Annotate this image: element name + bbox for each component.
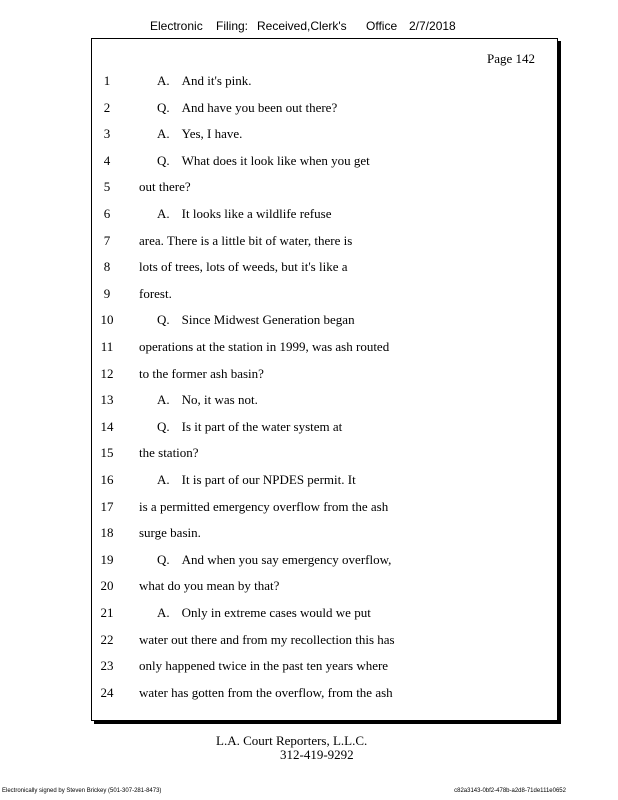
transcript-line bbox=[0, 312, 618, 332]
line-text bbox=[157, 206, 331, 222]
line-number: 11 bbox=[100, 339, 114, 354]
filing-header-received: Received,Clerk's bbox=[257, 19, 347, 33]
speaker-label: Q. bbox=[157, 312, 170, 328]
line-number: 4 bbox=[103, 152, 111, 168]
line-text: water has gotten from the overflow, from the ash bbox=[139, 684, 393, 700]
transcript-line bbox=[0, 658, 618, 678]
transcript-line bbox=[0, 605, 618, 625]
transcript-line bbox=[0, 685, 618, 705]
speaker-label: Q. bbox=[157, 99, 170, 115]
speaker-label: Q. bbox=[157, 152, 170, 168]
line-content: And have you been out there? bbox=[181, 99, 338, 115]
transcript-line bbox=[0, 286, 618, 306]
line-text: to the former ash basin? bbox=[139, 365, 264, 381]
line-content: What does it look like when you get bbox=[181, 152, 370, 168]
line-number: 8 bbox=[103, 259, 111, 275]
line-text: area. There is a little bit of water, there is bbox=[139, 232, 353, 248]
transcript-line bbox=[0, 392, 618, 412]
transcript-line bbox=[0, 472, 618, 492]
line-content: Yes, I have. bbox=[181, 126, 243, 142]
transcript-line bbox=[0, 419, 618, 439]
line-text: is a permitted emergency overflow from the ash bbox=[139, 498, 389, 514]
electronic-signature: Electronically signed by Steven Brickey (501-307-281-8473) bbox=[2, 788, 162, 794]
filing-header-office: Office bbox=[366, 19, 398, 33]
transcript-line bbox=[0, 100, 618, 120]
line-number: 14 bbox=[100, 418, 114, 434]
line-text bbox=[157, 126, 242, 142]
line-number: 7 bbox=[103, 232, 111, 248]
transcript-line bbox=[0, 233, 618, 253]
line-number: 12 bbox=[100, 365, 114, 381]
line-text bbox=[157, 100, 337, 116]
line-text: water out there and from my recollection this has bbox=[139, 631, 395, 647]
line-number: 1 bbox=[103, 73, 111, 88]
line-text bbox=[157, 605, 371, 621]
line-content: It looks like a wildlife refuse bbox=[181, 206, 332, 221]
transcript-line bbox=[0, 339, 618, 359]
line-text: surge basin. bbox=[139, 525, 201, 541]
filing-header-electronic: Electronic bbox=[150, 19, 203, 33]
line-text: what do you mean by that? bbox=[139, 578, 280, 594]
line-number: 23 bbox=[100, 658, 114, 674]
speaker-label: Q. bbox=[157, 551, 170, 567]
line-number: 24 bbox=[100, 684, 114, 700]
line-text bbox=[157, 392, 258, 408]
speaker-label: A. bbox=[157, 206, 170, 221]
line-number: 18 bbox=[100, 525, 114, 541]
line-number: 22 bbox=[100, 631, 114, 647]
line-content: No, it was not. bbox=[181, 392, 258, 408]
filing-header-date: 2/7/2018 bbox=[409, 19, 456, 33]
line-content: And when you say emergency overflow, bbox=[181, 551, 392, 567]
line-number: 3 bbox=[103, 126, 111, 142]
transcript-line bbox=[0, 366, 618, 386]
transcript-line bbox=[0, 525, 618, 545]
transcript-line bbox=[0, 126, 618, 146]
filing-header-filing: Filing: bbox=[216, 19, 249, 33]
line-content: Since Midwest Generation began bbox=[181, 312, 355, 328]
transcript-line bbox=[0, 445, 618, 465]
transcript-line bbox=[0, 552, 618, 572]
reporter-phone: 312-419-9292 bbox=[280, 747, 354, 762]
line-text bbox=[157, 419, 342, 435]
speaker-label: A. bbox=[157, 126, 170, 142]
line-content: And it's pink. bbox=[181, 73, 252, 88]
speaker-label: Q. bbox=[157, 418, 170, 434]
filing-header bbox=[0, 19, 618, 37]
line-number: 9 bbox=[103, 285, 111, 301]
line-text: forest. bbox=[139, 285, 172, 301]
speaker-label: A. bbox=[157, 472, 170, 487]
transcript-line bbox=[0, 153, 618, 173]
frame-shadow-bottom bbox=[94, 721, 561, 724]
line-number: 19 bbox=[100, 551, 114, 567]
line-number: 20 bbox=[100, 578, 114, 594]
line-number: 6 bbox=[103, 206, 111, 221]
line-content: Only in extreme cases would we put bbox=[181, 605, 371, 620]
line-text: only happened twice in the past ten years where bbox=[139, 658, 389, 674]
speaker-label: A. bbox=[157, 392, 170, 408]
line-number: 10 bbox=[100, 312, 114, 328]
speaker-label: A. bbox=[157, 73, 170, 88]
line-text: operations at the station in 1999, was ash routed bbox=[139, 339, 390, 354]
line-number: 16 bbox=[100, 472, 114, 487]
transcript-line bbox=[0, 206, 618, 226]
reporter-name: L.A. Court Reporters, L.L.C. bbox=[216, 733, 368, 748]
line-number: 17 bbox=[100, 498, 114, 514]
line-number: 15 bbox=[100, 445, 114, 461]
speaker-label: A. bbox=[157, 605, 170, 620]
transcript-line bbox=[0, 259, 618, 279]
line-text bbox=[157, 73, 252, 89]
line-content: Is it part of the water system at bbox=[181, 418, 343, 434]
line-text bbox=[157, 153, 370, 169]
line-text bbox=[157, 552, 391, 568]
line-number: 13 bbox=[100, 392, 114, 408]
line-number: 5 bbox=[103, 179, 111, 195]
transcript-line bbox=[0, 499, 618, 519]
line-text: lots of trees, lots of weeds, but it's like a bbox=[139, 259, 348, 275]
line-number: 21 bbox=[100, 605, 114, 620]
line-text bbox=[157, 312, 355, 328]
line-text: the station? bbox=[139, 445, 199, 461]
document-hash: c82a3143-0bf2-478b-a2d8-71de111e0652 bbox=[454, 788, 566, 794]
transcript-line bbox=[0, 632, 618, 652]
line-text: out there? bbox=[139, 179, 191, 195]
transcript-line bbox=[0, 73, 618, 93]
line-number: 2 bbox=[103, 99, 111, 115]
transcript-line bbox=[0, 578, 618, 598]
line-text bbox=[157, 472, 356, 488]
transcript-line bbox=[0, 179, 618, 199]
line-content: It is part of our NPDES permit. It bbox=[181, 472, 356, 487]
page-number: Page 142 bbox=[486, 51, 535, 66]
